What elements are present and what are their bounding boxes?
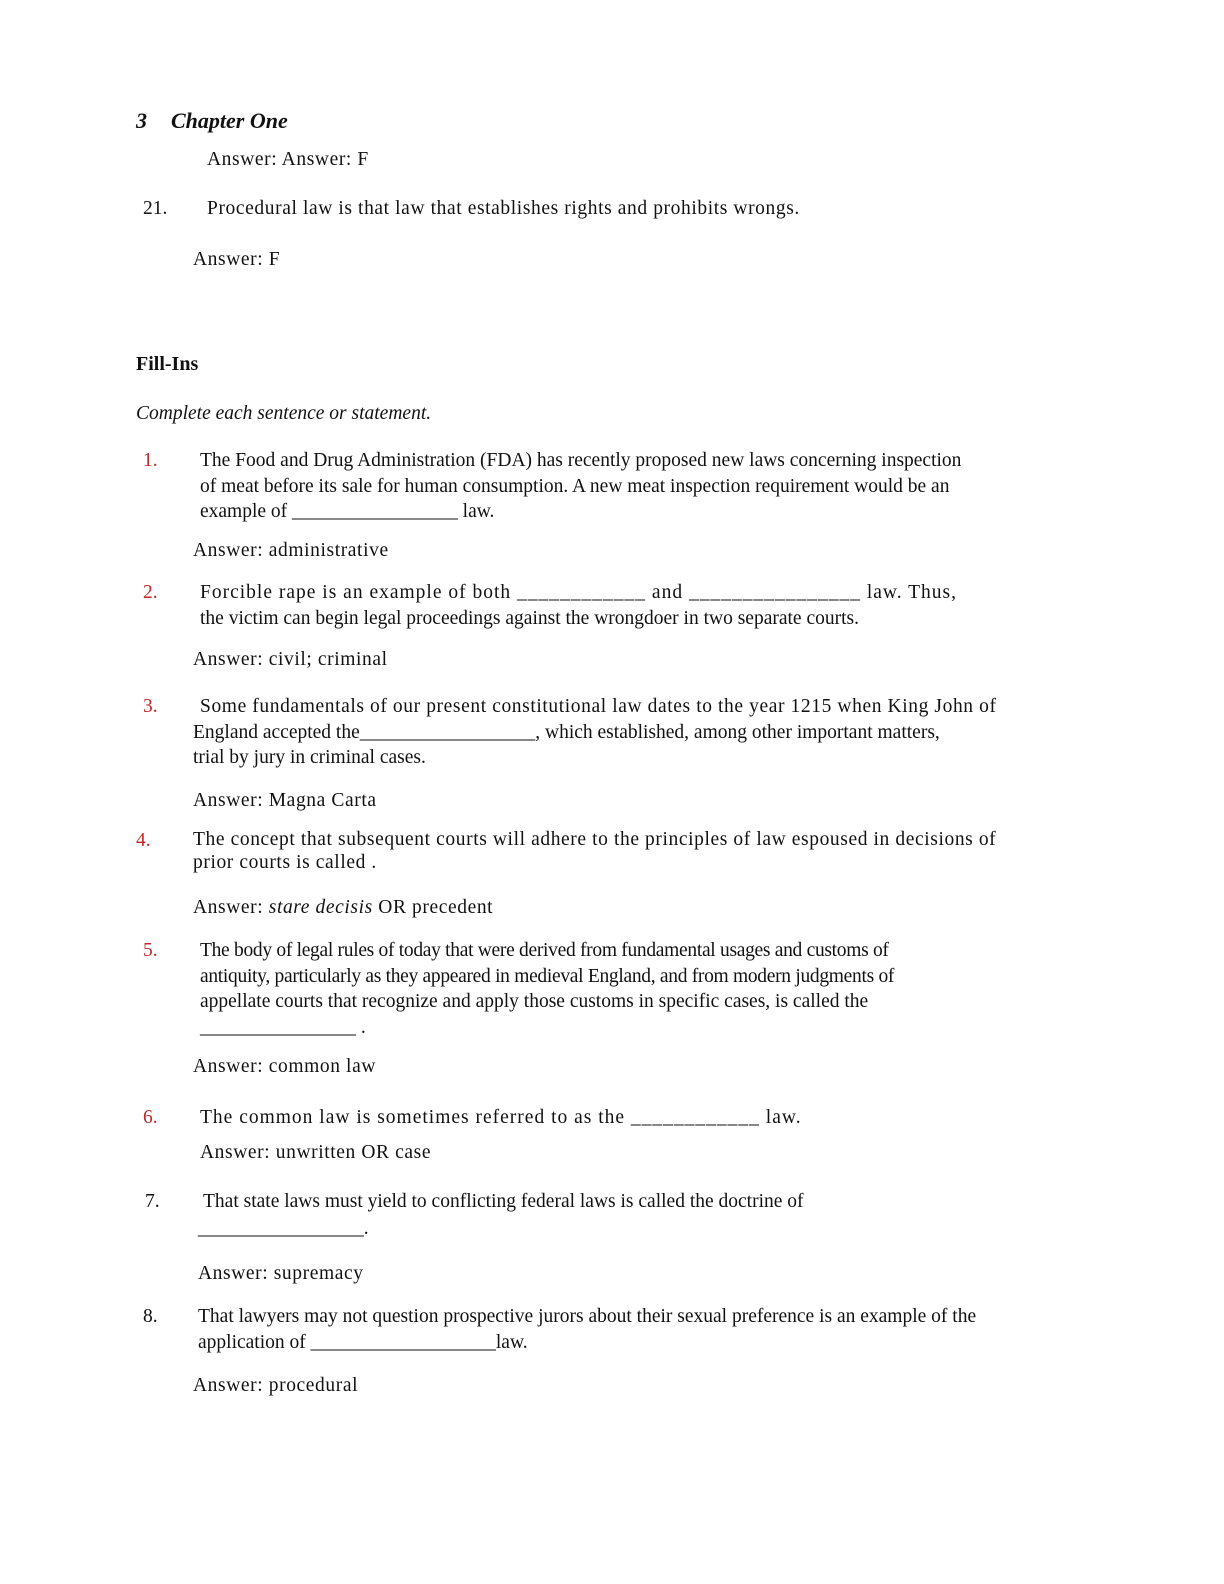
item-4-line-1: The concept that subsequent courts will adhere to the principles of law espoused in decisions of [193, 829, 997, 850]
item-6-number: 6. [143, 1107, 158, 1128]
item-5-line-1: The body of legal rules of today that were derived from fundamental usages and customs of [200, 940, 889, 961]
question-21-number: 21. [143, 198, 168, 219]
item-5-line-2: antiquity, particularly as they appeared in medieval England, and from modern judgments of [200, 965, 895, 987]
item-8-line-1: That lawyers may not question prospective jurors about their sexual preference is an example of the [198, 1306, 977, 1327]
section-title: Fill-Ins [136, 353, 199, 375]
item-3-answer: Answer: Magna Carta [193, 790, 377, 811]
item-2-answer: Answer: civil; criminal [193, 649, 388, 670]
carry-answer: Answer: Answer: F [207, 149, 369, 170]
question-21-answer: Answer: F [193, 249, 281, 270]
item-4-number: 4. [136, 830, 151, 851]
item-3-line-1: Some fundamentals of our present constitutional law dates to the year 1215 when King John of [200, 696, 997, 717]
item-4-answer-suffix: OR precedent [372, 897, 494, 918]
chapter-header [136, 108, 288, 134]
chapter-number: 3 [136, 108, 147, 133]
item-2-question [200, 580, 957, 631]
section-instructions: Complete each sentence or statement. [136, 403, 432, 424]
item-8-number: 8. [143, 1306, 158, 1327]
item-1-answer: Answer: administrative [193, 540, 389, 561]
item-7-line-1: That state laws must yield to conflicting federal laws is called the doctrine of [203, 1191, 804, 1212]
chapter-title: Chapter One [171, 108, 288, 133]
item-2-number: 2. [143, 582, 158, 603]
item-3-line-3: trial by jury in criminal cases. [193, 747, 426, 768]
item-1-question [200, 448, 961, 525]
item-1-line-1: The Food and Drug Administration (FDA) has recently proposed new laws concerning inspection [200, 450, 962, 471]
item-3-number: 3. [143, 696, 158, 717]
item-7-line-2: _________________. [198, 1218, 369, 1239]
item-2-line-2: the victim can begin legal proceedings against the wrongdoer in two separate courts. [200, 607, 859, 629]
item-2-line-1: Forcible rape is an example of both ____________ and ________________ law. Thus, [200, 582, 957, 603]
item-5-line-4: ________________ . [200, 1016, 366, 1038]
item-4-answer-prefix: Answer: [193, 897, 269, 918]
item-1-line-3: example of _________________ law. [200, 501, 495, 522]
item-6-line-1: The common law is sometimes referred to as the ____________ law. [200, 1107, 802, 1128]
item-4-question [193, 828, 996, 874]
item-5-question [200, 938, 894, 1040]
item-5-line-3: appellate courts that recognize and apply those customs in specific cases, is called the [200, 991, 869, 1012]
item-5-number: 5. [143, 940, 158, 961]
item-5-answer: Answer: common law [193, 1056, 377, 1077]
item-4-line-2: prior courts is called . [193, 852, 377, 873]
question-21-text: Procedural law is that law that establishes rights and prohibits wrongs. [207, 198, 800, 219]
item-6-answer: Answer: unwritten OR case [200, 1142, 432, 1163]
item-8-answer: Answer: procedural [193, 1375, 359, 1396]
item-1-line-2: of meat before its sale for human consumption. A new meat inspection requirement would be an [200, 475, 950, 497]
item-7-number: 7. [145, 1191, 160, 1212]
item-1-number: 1. [143, 450, 158, 471]
item-8-line-2: application of ___________________law. [198, 1332, 528, 1353]
item-4-answer [193, 895, 493, 920]
item-7-answer: Answer: supremacy [198, 1263, 364, 1284]
item-4-answer-italic: stare decisis [268, 897, 373, 918]
item-3-line-2: England accepted the__________________, which established, among other important matters, [193, 722, 940, 743]
